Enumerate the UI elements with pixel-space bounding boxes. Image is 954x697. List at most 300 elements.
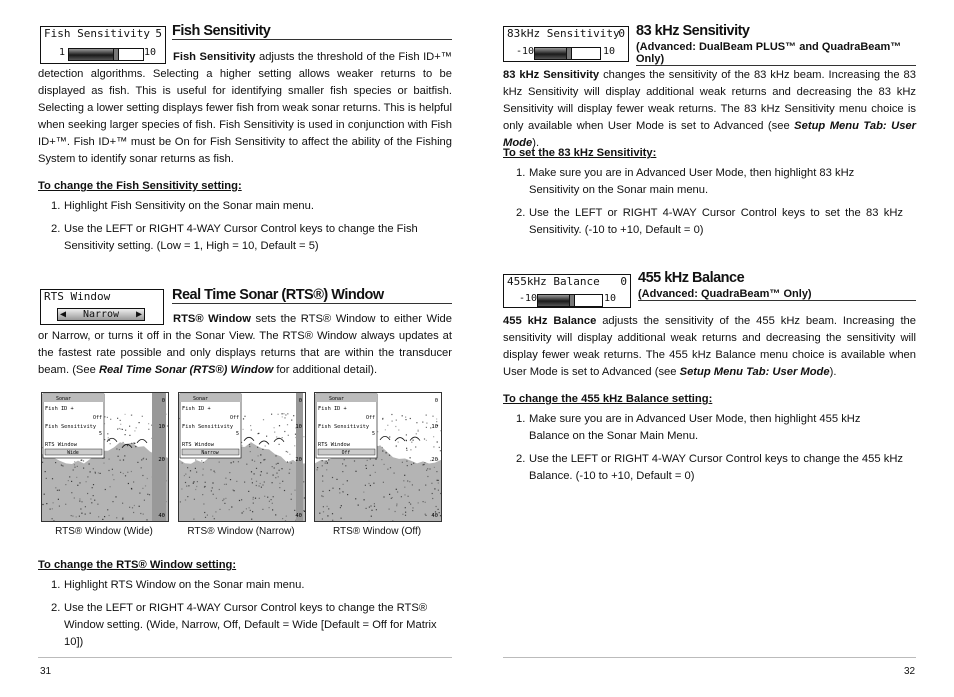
sonar-dot <box>262 449 263 450</box>
sonar-dot <box>59 490 60 491</box>
sonar-dot <box>418 502 419 503</box>
footer-rule <box>38 657 452 658</box>
sonar-dot <box>122 518 123 519</box>
section-title: 83 kHz Sensitivity <box>636 23 750 39</box>
sonar-dot <box>108 470 109 471</box>
sonar-dot <box>97 504 98 505</box>
sonar-dot <box>329 490 330 491</box>
sonar-dot <box>76 516 77 517</box>
sonar-dot <box>219 489 220 490</box>
sonar-dot <box>375 459 376 460</box>
sonar-dot <box>327 515 328 516</box>
sonar-dot <box>293 415 294 416</box>
sonar-dot <box>256 481 257 482</box>
sonar-dot <box>251 519 252 520</box>
sonar-dot <box>278 414 279 415</box>
sonar-dot <box>204 512 205 513</box>
sonar-dot <box>385 429 386 430</box>
sonar-dot <box>46 478 47 479</box>
sonar-dot <box>112 501 113 502</box>
sonar-dot <box>260 454 261 455</box>
sonar-dot <box>131 471 132 472</box>
widget-value: Narrow <box>82 309 120 320</box>
fish-arch <box>107 438 117 442</box>
sonar-dot <box>231 506 232 507</box>
menu-tab-label: Sonar <box>193 396 209 402</box>
sonar-dot <box>195 459 196 460</box>
sonar-dot <box>326 461 327 462</box>
section-title: Real Time Sonar (RTS®) Window <box>172 287 384 303</box>
sonar-dot <box>279 444 280 445</box>
83khz-title-block <box>636 23 916 66</box>
step: 1. Highlight Fish Sensitivity on the Sonar main menu. <box>51 200 314 212</box>
sonar-dot <box>131 415 132 416</box>
sonar-dot <box>271 414 272 415</box>
sonar-dot <box>110 419 111 420</box>
sonar-dot <box>134 505 135 506</box>
sonar-dot <box>425 515 426 516</box>
sonar-dot <box>266 436 267 437</box>
menu-tab-label: Sonar <box>329 396 345 402</box>
sonar-dot <box>387 469 388 470</box>
step-text: Highlight Fish Sensitivity on the Sonar main menu. <box>64 200 314 212</box>
sonar-dot <box>317 467 318 468</box>
sonar-dot <box>398 442 399 443</box>
sonar-dot <box>406 434 407 435</box>
sonar-dot <box>274 467 275 468</box>
sonar-dot <box>225 478 226 479</box>
sonar-dot <box>322 475 323 476</box>
sonar-dot <box>45 471 46 472</box>
sonar-dot <box>422 422 423 423</box>
sonar-dot <box>120 420 121 421</box>
sonar-dot <box>104 416 105 417</box>
sonar-dot <box>423 464 424 465</box>
sonar-dot <box>260 475 261 476</box>
depth-label: 10 <box>431 424 438 430</box>
body-text <box>38 311 452 379</box>
sonar-dot <box>287 452 288 453</box>
sonar-dot <box>317 469 318 470</box>
sonar-dot <box>426 427 427 428</box>
step: 2. Use the LEFT or RIGHT 4-WAY Cursor Control keys to change the 455 kHz Balance. (-10 to +10, Default = 0) <box>516 453 903 482</box>
sonar-dot <box>262 509 263 510</box>
sonar-dot <box>252 511 253 512</box>
sonar-dot <box>389 455 390 456</box>
sonar-dot <box>291 494 292 495</box>
sonar-dot <box>195 489 196 490</box>
83khz-sensitivity-widget <box>503 26 629 62</box>
sonar-dot <box>260 462 261 463</box>
sonar-dot <box>260 483 261 484</box>
step-text: Use the LEFT or RIGHT 4-WAY Cursor Control keys to set the 83 kHz Sensitivity. (-10 to +10, Default = 0) <box>529 207 903 236</box>
sonar-dot <box>95 472 96 473</box>
body-rest: adjusts the threshold of the Fish ID+™ detection algorithms. Selecting a higher setting allows weaker returns to be displayed as fish. This is useful for identifying smaller fish species or baitfish. Selecting a lower setting displays fewer fish from weak sonar returns. This is helpful when seeking larger species of fish. Fish Sensitivity is used in conjunction with Fish ID+™. Fish ID+™ must be On for Fish Sensitivity to affect the ability of the Fishing System to identify sonar returns as fish. <box>38 51 452 165</box>
sonar-dot <box>107 509 108 510</box>
step: 2. Use the LEFT or RIGHT 4-WAY Cursor Control keys to change the RTS® Window setting. (Wide, Narrow, Off, Default = Wide [Default = Off for Matrix 10]) <box>51 602 437 648</box>
sonar-dot <box>210 469 211 470</box>
sonar-dot <box>46 503 47 504</box>
455khz-title-block <box>638 270 916 301</box>
sonar-dot <box>50 509 51 510</box>
sonar-dot <box>354 460 355 461</box>
sonar-dot <box>409 481 410 482</box>
sonar-dot <box>90 513 91 514</box>
sonar-dot <box>379 445 380 446</box>
sonar-dot <box>251 478 252 479</box>
sonar-dot <box>91 502 92 503</box>
sonar-dot <box>131 443 132 444</box>
fish-paragraph <box>38 49 452 168</box>
sonar-dot <box>347 494 348 495</box>
sonar-dot <box>426 440 427 441</box>
sonar-dot <box>402 462 403 463</box>
sonar-dot <box>203 469 204 470</box>
83khz-paragraph <box>503 67 916 152</box>
sonar-dot <box>427 468 428 469</box>
sonar-dot <box>332 520 333 521</box>
sonar-dot <box>287 413 288 414</box>
sonar-dot <box>87 493 88 494</box>
sonar-dot <box>259 498 260 499</box>
sonar-dot <box>92 487 93 488</box>
sonar-dot <box>411 442 412 443</box>
sonar-dot <box>322 518 323 519</box>
sonar-dot <box>406 461 407 462</box>
sonar-dot <box>142 475 143 476</box>
sonar-dot <box>342 471 343 472</box>
sonar-dot <box>93 495 94 496</box>
cross-reference: Setup Menu Tab: User Mode <box>503 120 917 149</box>
sonar-dot <box>115 496 116 497</box>
sonar-dot <box>59 506 60 507</box>
sonar-dot <box>246 508 247 509</box>
sonar-screenshot-off <box>314 392 442 522</box>
sonar-dot <box>371 510 372 511</box>
sonar-dot <box>440 450 441 451</box>
sonar-dot <box>369 507 370 508</box>
sonar-dot <box>44 494 45 495</box>
sonar-dot <box>262 484 263 485</box>
sonar-dot <box>261 487 262 488</box>
sonar-dot <box>433 436 434 437</box>
sonar-dot <box>244 416 245 417</box>
sonar-dot <box>65 504 66 505</box>
sonar-dot <box>249 444 250 445</box>
sonar-menu-overlay <box>180 394 241 458</box>
depth-label: 0 <box>434 398 438 404</box>
fish-arch <box>244 437 254 441</box>
sonar-dot <box>282 413 283 414</box>
sonar-dot <box>110 486 111 487</box>
sonar-dot <box>406 448 407 449</box>
sonar-dot <box>425 514 426 515</box>
sonar-dot <box>322 465 323 466</box>
right-arrow-icon: ▶ <box>135 309 142 320</box>
sonar-dot <box>291 420 292 421</box>
sonar-dot <box>294 490 295 491</box>
sonar-dot <box>133 443 134 444</box>
sonar-dot <box>271 499 272 500</box>
sonar-dot <box>396 505 397 506</box>
sonar-dot <box>142 488 143 489</box>
sonar-dot <box>415 446 416 447</box>
sonar-dot <box>289 469 290 470</box>
sonar-dot <box>124 455 125 456</box>
sonar-dot <box>214 472 215 473</box>
sonar-dot <box>131 488 132 489</box>
sonar-dot <box>180 501 181 502</box>
rts-how-to <box>38 559 452 651</box>
widget-min: 1 <box>59 47 66 58</box>
sonar-dot <box>395 511 396 512</box>
steps-list <box>38 577 452 651</box>
sonar-dot <box>413 463 414 464</box>
sonar-dot <box>207 515 208 516</box>
sonar-dot <box>406 440 407 441</box>
sonar-dot <box>254 473 255 474</box>
sonar-dot <box>272 509 273 510</box>
sonar-dot <box>249 446 250 447</box>
sonar-dot <box>143 458 144 459</box>
sonar-dot <box>391 498 392 499</box>
sonar-dot <box>87 476 88 477</box>
step: 1. Make sure you are in Advanced User Mode, then highlight 83 kHz Sensitivity on the Sonar main menu. <box>516 167 855 196</box>
sonar-dot <box>248 491 249 492</box>
widget-value: 5 <box>155 27 162 40</box>
sonar-dot <box>394 473 395 474</box>
sonar-dot <box>401 496 402 497</box>
widget-value: 0 <box>620 275 627 288</box>
sonar-dot <box>253 499 254 500</box>
sonar-dot <box>258 455 259 456</box>
sonar-dot <box>272 466 273 467</box>
fish-arch <box>137 439 147 443</box>
sonar-dot <box>202 494 203 495</box>
sonar-menu-overlay <box>43 394 104 458</box>
sonar-dot <box>286 451 287 452</box>
sonar-dot <box>52 508 53 509</box>
sonar-dot <box>256 468 257 469</box>
sonar-dot <box>432 416 433 417</box>
sonar-dot <box>238 461 239 462</box>
sonar-dot <box>347 480 348 481</box>
sonar-dot <box>291 499 292 500</box>
body-text <box>38 49 452 168</box>
sonar-dot <box>254 461 255 462</box>
sonar-dot <box>332 513 333 514</box>
step: 2. Use the LEFT or RIGHT 4-WAY Cursor Control keys to change the Fish Sensitivity setting. (Low = 1, High = 10, Default = 5) <box>51 223 418 252</box>
sonar-dot <box>432 498 433 499</box>
sonar-dot <box>185 474 186 475</box>
depth-label: 40 <box>431 513 438 519</box>
sonar-dot <box>93 468 94 469</box>
menu-tabs <box>316 394 377 402</box>
menu-item-label: Fish ID + <box>45 406 74 412</box>
step: 1. Highlight RTS Window on the Sonar main menu. <box>51 579 305 591</box>
sonar-dot <box>83 468 84 469</box>
sonar-dot <box>408 496 409 497</box>
sonar-dot <box>429 468 430 469</box>
sonar-dot <box>205 482 206 483</box>
steps-list <box>503 165 903 239</box>
depth-label: 10 <box>295 424 302 430</box>
menu-item-label: RTS Window <box>45 442 77 448</box>
sonar-dot <box>243 418 244 419</box>
sonar-dot <box>58 499 59 500</box>
sonar-dot <box>55 487 56 488</box>
sonar-dot <box>288 435 289 436</box>
step-text: Make sure you are in Advanced User Mode, then highlight 83 kHz Sensitivity on the Sonar main menu. <box>529 167 855 196</box>
sonar-dot <box>425 502 426 503</box>
sonar-dot <box>275 514 276 515</box>
depth-label: 0 <box>298 398 302 404</box>
sonar-dot <box>426 415 427 416</box>
sonar-dot <box>226 484 227 485</box>
sonar-dot <box>284 417 285 418</box>
sonar-dot <box>230 479 231 480</box>
sonar-dot <box>255 498 256 499</box>
sonar-dot <box>438 509 439 510</box>
sonar-dot <box>436 421 437 422</box>
sonar-dot <box>225 498 226 499</box>
sonar-dot <box>201 460 202 461</box>
section-subtitle: (Advanced: QuadraBeam™ Only) <box>638 288 812 300</box>
sonar-dot <box>413 440 414 441</box>
sonar-dot <box>303 481 304 482</box>
sonar-dot <box>404 494 405 495</box>
sonar-dot <box>341 518 342 519</box>
rts-title-block <box>172 287 452 304</box>
sonar-dot <box>71 481 72 482</box>
sonar-dot <box>216 498 217 499</box>
sonar-dot <box>412 484 413 485</box>
widget-label: Fish Sensitivity <box>44 27 150 40</box>
sonar-dot <box>392 421 393 422</box>
body-text <box>503 67 916 152</box>
sonar-dot <box>251 471 252 472</box>
sonar-dot <box>327 463 328 464</box>
sonar-dot <box>387 425 388 426</box>
sonar-dot <box>402 415 403 416</box>
body-end: for additional detail). <box>273 364 378 376</box>
term: 83 kHz Sensitivity <box>503 69 600 81</box>
sonar-dot <box>105 489 106 490</box>
widget-label: 83kHz Sensitivity <box>507 27 620 40</box>
sonar-view <box>179 393 305 521</box>
sonar-dot <box>411 464 412 465</box>
sonar-dot <box>437 480 438 481</box>
widget-label: RTS Window <box>44 290 111 303</box>
menu-item-value: Off <box>229 415 239 421</box>
how-heading: To change the RTS® Window setting: <box>38 559 237 571</box>
sonar-dot <box>265 445 266 446</box>
sonar-dot <box>267 497 268 498</box>
sonar-dot <box>287 424 288 425</box>
menu-item-label: Fish ID + <box>182 406 211 412</box>
body-end: ). <box>532 137 540 149</box>
sonar-dot <box>341 505 342 506</box>
sonar-dot <box>425 485 426 486</box>
sonar-dot <box>233 489 234 490</box>
menu-item-label: Fish Sensitivity <box>45 424 97 430</box>
depth-label: 0 <box>161 398 165 404</box>
depth-label: 20 <box>431 457 438 463</box>
how-heading: To change the Fish Sensitivity setting: <box>38 180 242 192</box>
sonar-dot <box>407 465 408 466</box>
sonar-dot <box>321 495 322 496</box>
sonar-view <box>315 393 441 521</box>
sonar-dot <box>396 489 397 490</box>
sonar-dot <box>122 429 123 430</box>
sonar-dot <box>336 479 337 480</box>
step-text: Use the LEFT or RIGHT 4-WAY Cursor Control keys to change the RTS® Window setting. (Wide, Narrow, Off, Default = Wide [Default = Off for Matrix 10]) <box>64 602 437 648</box>
sonar-dot <box>373 483 374 484</box>
widget-max: 10 <box>144 47 157 58</box>
sonar-dot <box>69 476 70 477</box>
sonar-dot <box>68 480 69 481</box>
sonar-dot <box>384 464 385 465</box>
fish-arch <box>395 438 405 442</box>
sonar-dot <box>252 460 253 461</box>
sonar-dot <box>412 510 413 511</box>
sonar-dot <box>231 462 232 463</box>
sonar-dot <box>276 473 277 474</box>
sonar-dot <box>53 520 54 521</box>
sonar-dot <box>389 494 390 495</box>
sonar-dot <box>405 507 406 508</box>
sonar-dot <box>224 484 225 485</box>
sonar-dot <box>405 512 406 513</box>
sonar-dot <box>72 516 73 517</box>
sonar-dot <box>90 498 91 499</box>
sonar-dot <box>291 463 292 464</box>
sonar-dot <box>355 498 356 499</box>
sonar-dot <box>76 477 77 478</box>
sonar-dot <box>79 482 80 483</box>
sonar-dot <box>229 509 230 510</box>
sonar-dot <box>77 466 78 467</box>
sonar-dot <box>439 447 440 448</box>
menu-item-value: 5 <box>371 431 375 437</box>
sonar-view <box>42 393 168 521</box>
sonar-dot <box>282 518 283 519</box>
menu-item-value: Off <box>92 415 102 421</box>
widget-min: -10 <box>519 293 538 304</box>
sonar-dot <box>145 485 146 486</box>
455khz-slider <box>537 294 603 307</box>
sonar-dot <box>109 440 110 441</box>
sonar-dot <box>71 492 72 493</box>
sonar-dot <box>123 442 124 443</box>
cross-reference: Real Time Sonar (RTS®) Window <box>98 364 274 376</box>
sonar-dot <box>370 485 371 486</box>
sonar-dot <box>303 510 304 511</box>
sonar-dot <box>246 464 247 465</box>
sonar-dot <box>390 467 391 468</box>
sonar-dot <box>127 445 128 446</box>
sonar-dot <box>373 465 374 466</box>
sonar-dot <box>80 508 81 509</box>
sonar-dot <box>386 452 387 453</box>
sonar-dot <box>123 459 124 460</box>
sonar-dot <box>323 506 324 507</box>
sonar-dot <box>277 463 278 464</box>
sonar-dot <box>98 516 99 517</box>
sonar-dot <box>263 419 264 420</box>
sonar-dot <box>79 498 80 499</box>
sonar-dot <box>404 475 405 476</box>
